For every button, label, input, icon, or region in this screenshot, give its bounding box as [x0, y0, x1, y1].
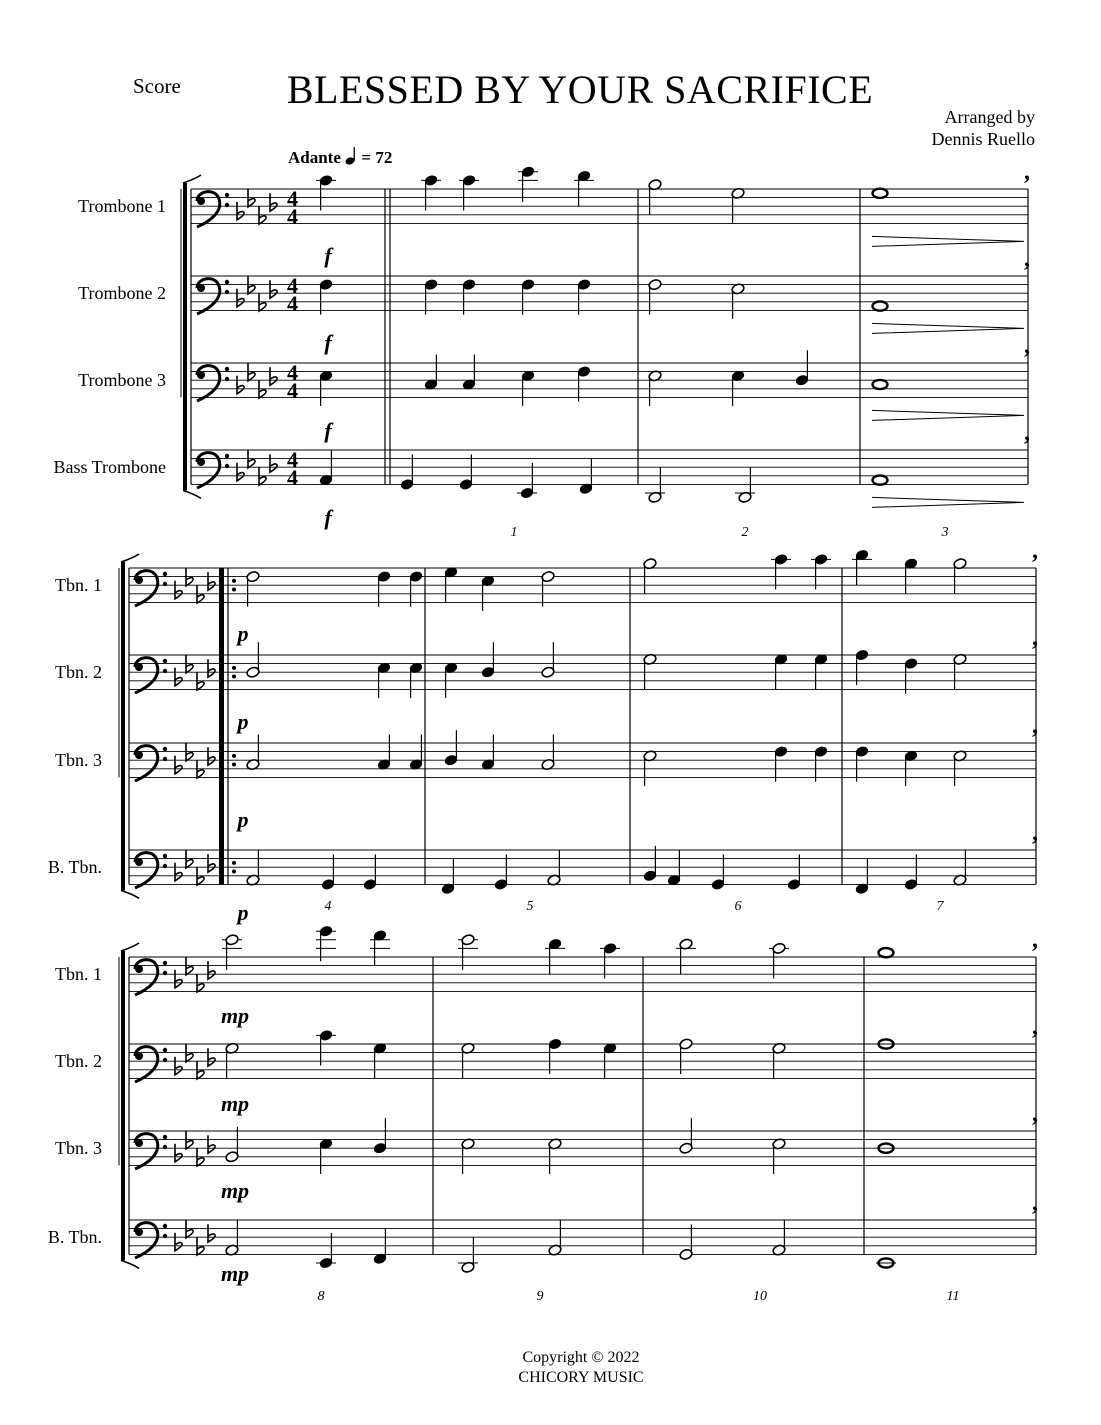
quarter-note	[904, 558, 918, 594]
flat-icon	[208, 572, 215, 590]
flat-icon	[175, 756, 182, 774]
quarter-note	[370, 929, 390, 965]
quarter-note	[494, 854, 508, 890]
decrescendo-hairpin	[872, 497, 1024, 507]
dynamic-marking: mp	[220, 1091, 250, 1116]
half-note	[731, 283, 745, 319]
instrument-label: Trombone 1	[78, 196, 166, 217]
quarter-note	[643, 846, 657, 882]
breath-mark: ,	[1024, 159, 1030, 185]
bracket-top-hook	[121, 943, 139, 951]
half-note	[645, 467, 665, 503]
quarter-note	[731, 370, 745, 406]
quarter-note	[577, 278, 591, 314]
half-note	[676, 938, 696, 974]
quarter-note	[517, 463, 537, 499]
quarter-note	[373, 1118, 387, 1154]
measure-number: 6	[734, 899, 742, 914]
bass-clef-icon	[197, 192, 229, 227]
quarter-note	[441, 859, 455, 895]
half-note	[458, 1237, 478, 1273]
time-signature-numerator: 4	[287, 186, 298, 211]
quarter-note	[814, 745, 828, 781]
quarter-note	[904, 750, 918, 786]
quarter-note	[462, 278, 476, 314]
quarter-note	[855, 649, 869, 685]
bracket-bottom-hook	[183, 490, 201, 498]
whole-note	[873, 380, 888, 389]
quarter-note	[316, 174, 336, 210]
time-signature-denominator: 4	[287, 378, 298, 403]
dynamic-marking: f	[324, 243, 332, 268]
flat-icon	[175, 970, 182, 988]
quarter-note	[579, 459, 593, 495]
dynamic-marking: p	[237, 807, 249, 832]
quarter-note	[795, 350, 809, 386]
quarter-note	[577, 365, 591, 401]
flat-icon	[270, 193, 277, 211]
measure-number: 2	[741, 525, 749, 540]
measure-number: 9	[536, 1289, 544, 1304]
measure-number: 10	[753, 1289, 767, 1304]
dynamic-marking: p	[237, 621, 249, 646]
whole-note	[873, 476, 888, 485]
flat-icon	[270, 454, 277, 472]
quarter-note	[852, 549, 872, 585]
half-note	[222, 934, 242, 970]
quarter-note	[481, 735, 495, 771]
quarter-note	[600, 942, 620, 978]
flat-icon	[175, 581, 182, 599]
quarter-note	[321, 854, 335, 890]
repeat-dot	[232, 870, 236, 874]
instrument-label: B. Tbn.	[47, 857, 102, 878]
arranger-name: Dennis Ruello	[931, 129, 1035, 149]
dynamic-marking: mp	[220, 1003, 250, 1028]
half-note	[461, 1138, 475, 1174]
instrument-label: Tbn. 2	[55, 1051, 102, 1072]
quarter-note	[667, 850, 681, 886]
decrescendo-hairpin	[872, 236, 1024, 246]
quarter-note	[711, 854, 725, 890]
quarter-note	[774, 745, 788, 781]
bass-clef-icon	[135, 1223, 167, 1258]
quarter-note	[814, 653, 828, 689]
half-note	[679, 1118, 693, 1154]
half-note	[772, 1138, 786, 1174]
quarter-note	[409, 570, 423, 606]
flat-icon	[208, 1135, 215, 1153]
bass-clef-icon	[135, 658, 167, 693]
quarter-note	[373, 1042, 387, 1078]
half-note	[643, 653, 657, 689]
quarter-note	[521, 370, 535, 406]
bass-clef-icon	[197, 279, 229, 314]
measure-number: 11	[946, 1289, 960, 1304]
half-note	[953, 558, 967, 594]
repeat-dot	[232, 588, 236, 592]
quarter-note	[363, 854, 377, 890]
quarter-note	[377, 735, 391, 771]
time-signature-numerator: 4	[287, 360, 298, 385]
measure-number: 4	[324, 899, 332, 914]
half-note	[679, 1038, 693, 1074]
breath-mark: ,	[1024, 246, 1030, 272]
half-note	[541, 642, 555, 678]
time-signature-denominator: 4	[287, 204, 298, 229]
quarter-note	[771, 553, 791, 589]
half-note	[225, 1042, 239, 1078]
score-label: Score	[133, 74, 181, 98]
breath-mark: ,	[1032, 1190, 1038, 1216]
flat-icon	[175, 668, 182, 686]
flat-icon	[175, 1057, 182, 1075]
instrument-label: Tbn. 3	[55, 1138, 102, 1159]
dynamic-marking: p	[237, 709, 249, 734]
whole-note	[876, 1258, 896, 1267]
flat-icon	[208, 854, 215, 872]
repeat-dot	[232, 579, 236, 583]
flat-icon	[175, 863, 182, 881]
repeat-dot	[232, 675, 236, 679]
quarter-note	[409, 735, 423, 771]
bracket-top-hook	[183, 175, 201, 183]
repeat-dot	[232, 861, 236, 865]
breath-mark: ,	[1032, 625, 1038, 651]
measure-number: 8	[317, 1289, 325, 1304]
bracket-bottom-hook	[121, 1260, 139, 1268]
half-note	[953, 850, 967, 886]
flat-icon	[237, 463, 244, 481]
breath-mark: ,	[1032, 1101, 1038, 1127]
flat-icon	[270, 280, 277, 298]
whole-note	[879, 948, 894, 957]
quarter-note	[444, 662, 458, 698]
instrument-label: Bass Trombone	[53, 457, 166, 478]
flat-icon	[208, 659, 215, 677]
breath-mark: ,	[1032, 820, 1038, 846]
dynamic-marking: p	[237, 900, 249, 925]
half-note	[225, 1220, 239, 1256]
page-title: BLESSED BY YOUR SACRIFICE	[286, 67, 874, 112]
quarter-note	[518, 166, 538, 202]
quarter-note	[462, 355, 476, 391]
quarter-note	[319, 278, 333, 314]
quarter-note	[548, 1038, 562, 1074]
dynamic-marking: f	[324, 505, 332, 530]
quarter-note	[574, 170, 594, 206]
flat-icon	[175, 1233, 182, 1251]
quarter-note	[787, 854, 801, 890]
flat-icon	[270, 367, 277, 385]
bass-clef-icon	[197, 453, 229, 488]
instrument-label: Trombone 3	[78, 370, 166, 391]
decrescendo-hairpin	[872, 410, 1024, 420]
bass-clef-icon	[135, 1134, 167, 1169]
quarter-note	[481, 642, 495, 678]
quarter-note	[373, 1229, 387, 1265]
bracket-top-hook	[121, 554, 139, 562]
flat-icon	[237, 376, 244, 394]
half-note	[679, 1224, 693, 1260]
quarter-note	[855, 745, 869, 781]
measure-number: 3	[941, 525, 949, 540]
quarter-note	[377, 570, 391, 606]
repeat-barline-thick	[219, 568, 224, 884]
quarter-note	[316, 1029, 336, 1065]
quarter-note	[459, 174, 479, 210]
time-signature-denominator: 4	[287, 291, 298, 316]
flat-icon	[208, 747, 215, 765]
time-signature-numerator: 4	[287, 273, 298, 298]
breath-mark: ,	[1032, 1014, 1038, 1040]
dynamic-marking: mp	[220, 1261, 250, 1286]
half-note	[547, 850, 561, 886]
half-note	[772, 1220, 786, 1256]
publisher-name: CHICORY MUSIC	[518, 1369, 644, 1386]
half-note	[735, 467, 755, 503]
quarter-note	[377, 662, 391, 698]
half-note	[548, 1138, 562, 1174]
half-note	[541, 735, 555, 771]
whole-note	[873, 189, 888, 198]
quarter-note	[904, 657, 918, 693]
bass-clef-icon	[135, 746, 167, 781]
quarter-note	[319, 450, 333, 486]
half-note	[643, 750, 657, 786]
breath-mark: ,	[1032, 713, 1038, 739]
quarter-note	[521, 278, 535, 314]
quarter-note	[603, 1042, 617, 1078]
quarter-note	[424, 355, 438, 391]
dynamic-marking: mp	[220, 1178, 250, 1203]
half-note	[246, 570, 260, 606]
bass-clef-icon	[135, 571, 167, 606]
bass-clef-icon	[197, 366, 229, 401]
half-note	[731, 187, 745, 223]
quarter-note	[811, 553, 831, 589]
flat-icon	[237, 289, 244, 307]
flat-icon	[208, 1224, 215, 1242]
quarter-note	[316, 1233, 336, 1269]
bass-clef-icon	[135, 853, 167, 888]
half-note	[648, 370, 662, 406]
half-note	[225, 1127, 239, 1163]
half-note	[772, 1042, 786, 1078]
quarter-note	[400, 454, 414, 490]
half-note	[541, 570, 555, 606]
measure-number: 1	[510, 525, 518, 540]
quarter-note	[409, 662, 423, 698]
half-note	[246, 850, 260, 886]
quarter-note	[774, 653, 788, 689]
flat-icon	[208, 961, 215, 979]
instrument-label: B. Tbn.	[47, 1227, 102, 1248]
half-note	[643, 558, 657, 594]
dynamic-marking: f	[324, 330, 332, 355]
quarter-note	[421, 174, 441, 210]
arranged-by-label: Arranged by	[944, 107, 1035, 127]
quarter-note	[855, 859, 869, 895]
copyright-text: Copyright © 2022	[522, 1349, 640, 1366]
half-note	[461, 1042, 475, 1078]
footer	[0, 1348, 1101, 1388]
tempo-value: = 72	[361, 148, 393, 167]
flat-icon	[208, 1048, 215, 1066]
quarter-note	[424, 278, 438, 314]
half-note	[953, 653, 967, 689]
quarter-note	[444, 730, 458, 766]
tempo-text: Adante	[288, 148, 341, 167]
quarter-note	[319, 1138, 333, 1174]
quarter-note	[444, 566, 458, 602]
half-note	[458, 934, 478, 970]
time-signature-numerator: 4	[287, 447, 298, 472]
half-note	[548, 1220, 562, 1256]
half-note	[953, 750, 967, 786]
quarter-note	[316, 925, 336, 961]
instrument-label: Tbn. 1	[55, 964, 102, 985]
bass-clef-icon	[135, 1047, 167, 1082]
repeat-dot	[232, 754, 236, 758]
breath-mark: ,	[1024, 333, 1030, 359]
measure-number: 5	[526, 899, 534, 914]
half-note	[648, 179, 662, 215]
breath-mark: ,	[1032, 538, 1038, 564]
repeat-dot	[232, 666, 236, 670]
whole-note	[873, 302, 888, 311]
quarter-note	[481, 575, 495, 611]
half-note	[246, 735, 260, 771]
bracket-bottom-hook	[121, 890, 139, 898]
flat-icon	[175, 1144, 182, 1162]
repeat-dot	[232, 763, 236, 767]
instrument-label: Tbn. 1	[55, 575, 102, 596]
quarter-note	[319, 370, 333, 406]
instrument-label: Tbn. 2	[55, 662, 102, 683]
bass-clef-icon	[135, 960, 167, 995]
instrument-label: Trombone 2	[78, 283, 166, 304]
quarter-note	[904, 854, 918, 890]
dynamic-marking: f	[324, 418, 332, 443]
flat-icon	[237, 202, 244, 220]
time-signature-denominator: 4	[287, 465, 298, 490]
half-note	[769, 942, 789, 978]
breath-mark: ,	[1024, 420, 1030, 446]
quarter-note	[459, 454, 473, 490]
half-note	[648, 278, 662, 314]
quarter-note	[545, 938, 565, 974]
breath-mark: ,	[1032, 927, 1038, 953]
instrument-label: Tbn. 3	[55, 750, 102, 771]
decrescendo-hairpin	[872, 323, 1024, 333]
measure-number: 7	[936, 899, 944, 914]
half-note	[246, 642, 260, 678]
